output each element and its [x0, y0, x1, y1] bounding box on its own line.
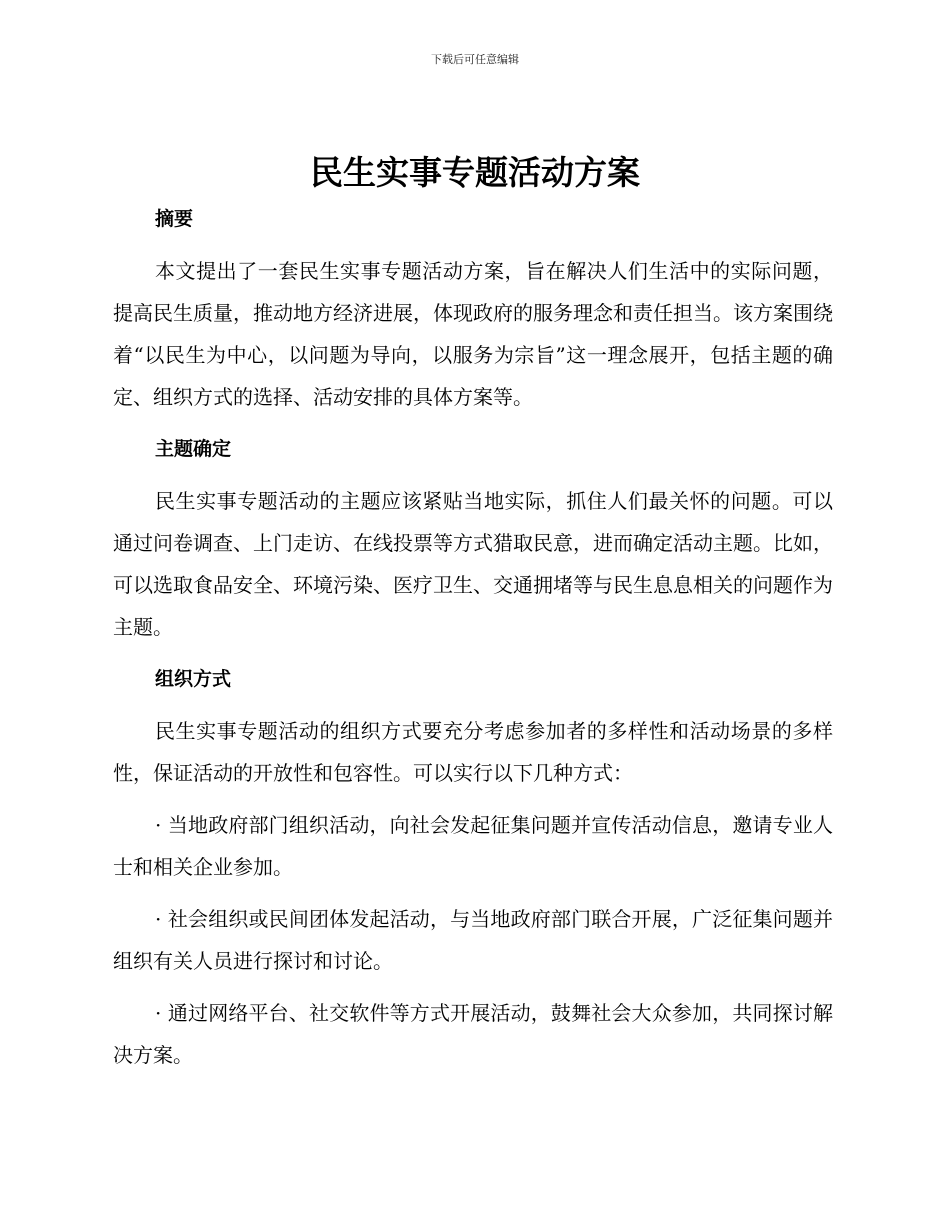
paragraph: 民生实事专题活动的组织方式要充分考虑参加者的多样性和活动场景的多样性，保证活动的开放性和包容性。可以实行以下几种方式：	[113, 719, 833, 785]
paragraph: 民生实事专题活动的主题应该紧贴当地实际，抓住人们最关怀的问题。可以通过问卷调查、上门走访、在线投票等方式猎取民意，进而确定活动主题。比如，可以选取食品安全、环境污染、医疗卫生、交通拥堵等与民生息息相关的问题作为主题。	[113, 489, 833, 639]
section-organization	[113, 658, 833, 1076]
document-body	[113, 198, 833, 1086]
section-heading: 主题确定	[155, 438, 232, 460]
section-abstract	[113, 198, 833, 418]
paragraph: 本文提出了一套民生实事专题活动方案，旨在解决人们生活中的实际问题，提高民生质量，推动地方经济进展，体现政府的服务理念和责任担当。该方案围绕着“以民生为中心，以问题为导向，以服务为宗旨”这一理念展开，包括主题的确定、组织方式的选择、活动安排的具体方案等。	[113, 259, 833, 409]
section-heading: 摘要	[155, 208, 194, 230]
section-theme	[113, 428, 833, 648]
document-title: 民生实事专题活动方案	[310, 153, 640, 192]
page-header: 下载后可任意编辑	[431, 53, 519, 66]
bullet-item: · 社会组织或民间团体发起活动，与当地政府部门联合开展，广泛征集问题并组织有关人员进行探讨和讨论。	[113, 907, 833, 973]
bullet-item: · 通过网络平台、社交软件等方式开展活动，鼓舞社会大众参加，共同探讨解决方案。	[113, 1001, 833, 1067]
bullet-item: · 当地政府部门组织活动，向社会发起征集问题并宣传活动信息，邀请专业人士和相关企业参加。	[113, 813, 833, 879]
section-heading: 组织方式	[155, 668, 232, 690]
